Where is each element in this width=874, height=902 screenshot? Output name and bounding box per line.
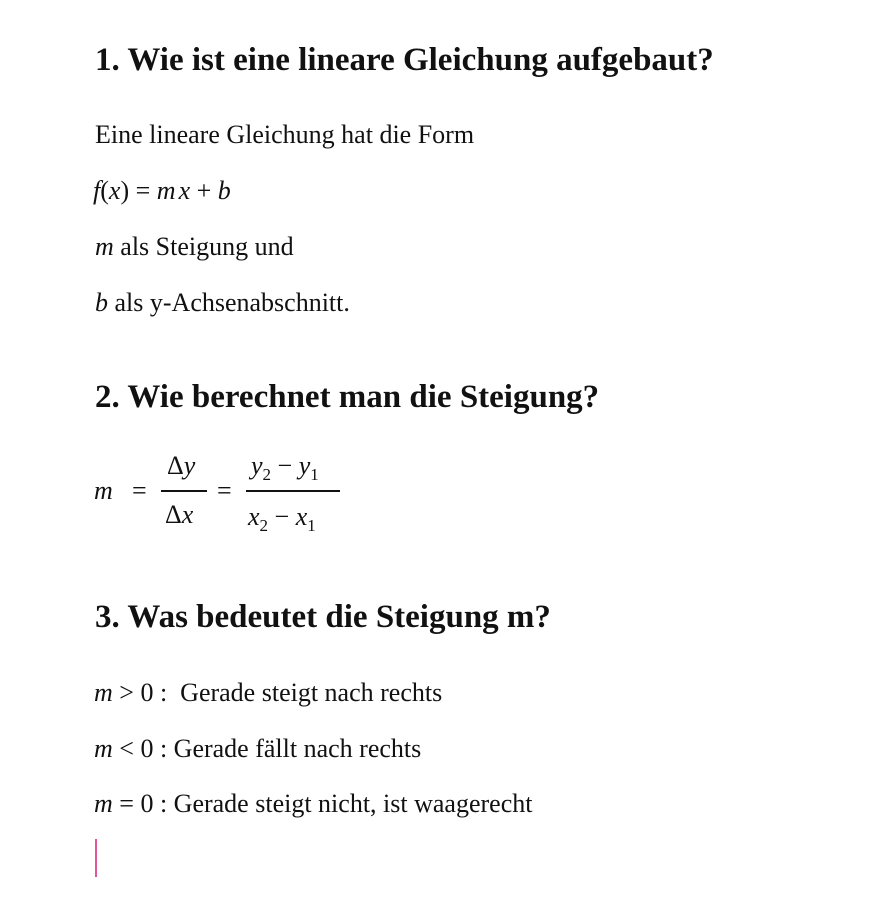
fraction-1-denominator <box>165 502 193 528</box>
rule-m: m <box>94 789 113 818</box>
rule-relation: < 0 : <box>112 734 174 763</box>
b-description <box>95 290 350 316</box>
text-cursor[interactable] <box>95 839 97 877</box>
formula-equals: = <box>129 176 157 205</box>
slope-rule-zero <box>94 791 532 817</box>
delta-y-var: y <box>183 451 196 480</box>
delta-y-symbol: Δ <box>167 451 184 480</box>
formula-f: f <box>93 176 101 205</box>
slope-rule-positive <box>94 680 442 706</box>
slope-m: m <box>94 476 113 505</box>
linear-equation-formula <box>93 178 231 204</box>
formula-open-paren: ( <box>100 176 109 205</box>
x1-var: x <box>295 502 308 531</box>
x2-subscript: 2 <box>259 516 269 535</box>
rule-text: Gerade fällt nach rechts <box>173 734 422 763</box>
m-description <box>95 234 294 260</box>
fraction-1-bar <box>161 490 207 492</box>
rule-relation: = 0 : <box>112 789 174 818</box>
linear-equation-intro: Eine lineare Gleichung hat die Form <box>95 120 475 149</box>
x2-var: x <box>248 502 260 531</box>
delta-x-symbol: Δ <box>165 500 182 529</box>
rule-m: m <box>94 678 113 707</box>
x1-subscript: 1 <box>307 516 316 535</box>
y2-var: y <box>251 451 263 480</box>
fraction-2-numerator <box>251 451 319 484</box>
section-1-heading: 1. Wie ist eine lineare Gleichung aufgebaut? <box>95 42 714 78</box>
section-2-heading: 2. Wie berechnet man die Steigung? <box>95 379 600 415</box>
slope-equals-2: = <box>217 476 232 505</box>
denominator-minus: − <box>268 502 296 531</box>
slope-equals-1: = <box>132 476 147 505</box>
formula-plus: + <box>190 176 218 205</box>
formula-x2: x <box>178 176 191 205</box>
formula-b: b <box>217 176 231 205</box>
fraction-2-denominator <box>248 502 316 535</box>
b-symbol: b <box>95 288 108 317</box>
b-description-text: als y-Achsenabschnitt. <box>108 288 350 317</box>
fraction-1-numerator <box>167 453 195 479</box>
formula-close-paren: ) <box>120 176 130 205</box>
rule-relation: > 0 : <box>112 678 174 707</box>
m-description-text: als Steigung und <box>113 232 294 261</box>
delta-x-var: x <box>181 500 194 529</box>
fraction-2-bar <box>246 490 340 492</box>
y1-var: y <box>298 451 311 480</box>
formula-x: x <box>108 176 121 205</box>
section-3-heading: 3. Was bedeutet die Steigung m? <box>95 599 551 635</box>
formula-m: m <box>156 176 179 205</box>
m-symbol: m <box>95 232 114 261</box>
y2-subscript: 2 <box>262 465 272 484</box>
rule-text: Gerade steigt nach rechts <box>173 678 443 707</box>
rule-text: Gerade steigt nicht, ist waagerecht <box>173 789 533 818</box>
numerator-minus: − <box>271 451 299 480</box>
y1-subscript: 1 <box>310 465 319 484</box>
rule-m: m <box>94 734 113 763</box>
slope-rule-negative <box>94 736 421 762</box>
